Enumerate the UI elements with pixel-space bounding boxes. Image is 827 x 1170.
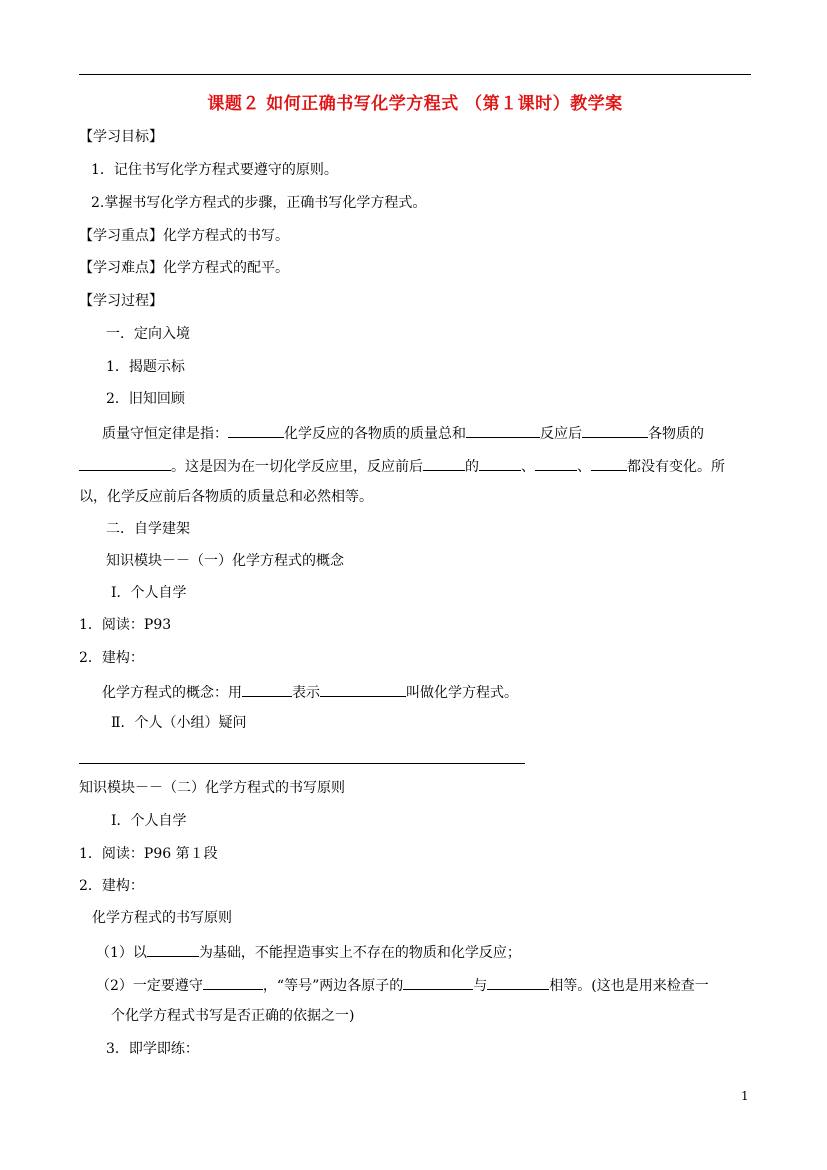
- law-text-4: 各物质的: [648, 426, 704, 442]
- principle-2-continued: 个化学方程式书写是否正确的依据之一): [111, 1008, 355, 1024]
- objective-2: 2.掌握书写化学方程式的步骤，正确书写化学方程式。: [91, 195, 427, 211]
- module-2-self-study: Ⅰ．个人自学: [111, 813, 187, 829]
- law-line-1: [102, 423, 704, 443]
- law-text-3: 反应后: [540, 426, 582, 442]
- concept-text-2: 表示: [292, 685, 320, 701]
- fill-blank[interactable]: [582, 423, 648, 438]
- principle-2-text-2: ，“等号”两边各原子的: [262, 978, 404, 994]
- fill-blank[interactable]: [466, 423, 540, 438]
- law-text-2: 化学反应的各物质的质量总和: [284, 426, 466, 442]
- fill-blank[interactable]: [403, 975, 473, 990]
- law-line-2: [79, 456, 725, 476]
- module-2-construct: 2．建构：: [79, 878, 144, 894]
- law-line-3: 以，化学反应前后各物质的质量总和必然相等。: [79, 489, 373, 505]
- module-1-self-study: Ⅰ．个人自学: [111, 585, 187, 601]
- section-1-item-1: 1．揭题示标: [106, 359, 185, 375]
- key-point-label: 【学习重点】: [79, 228, 163, 244]
- law-text-7: 、: [521, 459, 535, 475]
- objective-1: 1．记住书写化学方程式要遵守的原则。: [91, 162, 338, 178]
- key-point-text: 化学方程式的书写。: [163, 228, 289, 244]
- module-2-read: 1．阅读：P96 第１段: [79, 846, 218, 862]
- objectives-heading: 【学习目标】: [79, 129, 163, 145]
- answer-line[interactable]: [79, 763, 525, 764]
- fill-blank[interactable]: [423, 456, 465, 471]
- module-2-title: 知识模块－－（二）化学方程式的书写原则: [79, 780, 345, 796]
- principle-2: [96, 975, 709, 995]
- module-1-question: Ⅱ．个人（小组）疑问: [111, 715, 247, 731]
- header-rule: [79, 74, 751, 75]
- fill-blank[interactable]: [479, 456, 521, 471]
- law-text-9: 都没有变化。所: [627, 459, 725, 475]
- page-number: 1: [741, 1089, 749, 1103]
- law-text-8: 、: [577, 459, 591, 475]
- concept-line: [102, 682, 518, 702]
- fill-blank[interactable]: [79, 456, 171, 471]
- section-1-item-2: 2．旧知回顾: [106, 391, 185, 407]
- principle-2-text-3: 与: [473, 978, 488, 994]
- fill-blank[interactable]: [147, 942, 199, 957]
- module-1-read: 1．阅读：P93: [79, 617, 172, 633]
- fill-blank[interactable]: [535, 456, 577, 471]
- section-1-heading: 一．定向入境: [106, 326, 190, 342]
- difficulty: [79, 259, 289, 277]
- principle-1: [96, 942, 521, 962]
- principle-2-text-4: 相等。(这也是用来检查一: [549, 978, 709, 994]
- fill-blank[interactable]: [487, 975, 549, 990]
- fill-blank[interactable]: [320, 682, 406, 697]
- principles-heading: 化学方程式的书写原则: [92, 910, 232, 926]
- principle-1-text-1: （1）以: [96, 945, 147, 961]
- principle-1-text-2: 为基础，不能捏造事实上不存在的物质和化学反应；: [198, 945, 521, 961]
- difficulty-label: 【学习难点】: [79, 260, 163, 276]
- fill-blank[interactable]: [203, 975, 263, 990]
- module-1-title: 知识模块－－（一）化学方程式的概念: [106, 553, 344, 569]
- fill-blank[interactable]: [228, 423, 284, 438]
- key-point: [79, 227, 289, 245]
- law-text-6: 的: [465, 459, 479, 475]
- concept-text-3: 叫做化学方程式。: [406, 685, 518, 701]
- document-title: 课题２ 如何正确书写化学方程式 （第１课时）教学案: [207, 94, 623, 114]
- fill-blank[interactable]: [242, 682, 292, 697]
- principle-2-text-1: （2）一定要遵守: [96, 978, 203, 994]
- fill-blank[interactable]: [591, 456, 627, 471]
- process-heading: 【学习过程】: [79, 293, 163, 309]
- law-text-1: 质量守恒定律是指：: [102, 426, 228, 442]
- module-1-construct: 2．建构：: [79, 650, 144, 666]
- section-2-heading: 二．自学建架: [106, 521, 190, 537]
- difficulty-text: 化学方程式的配平。: [163, 260, 289, 276]
- practice-heading: 3．即学即练：: [106, 1041, 199, 1057]
- law-text-5: 。这是因为在一切化学反应里，反应前后: [171, 459, 423, 475]
- concept-text-1: 化学方程式的概念：用: [102, 685, 242, 701]
